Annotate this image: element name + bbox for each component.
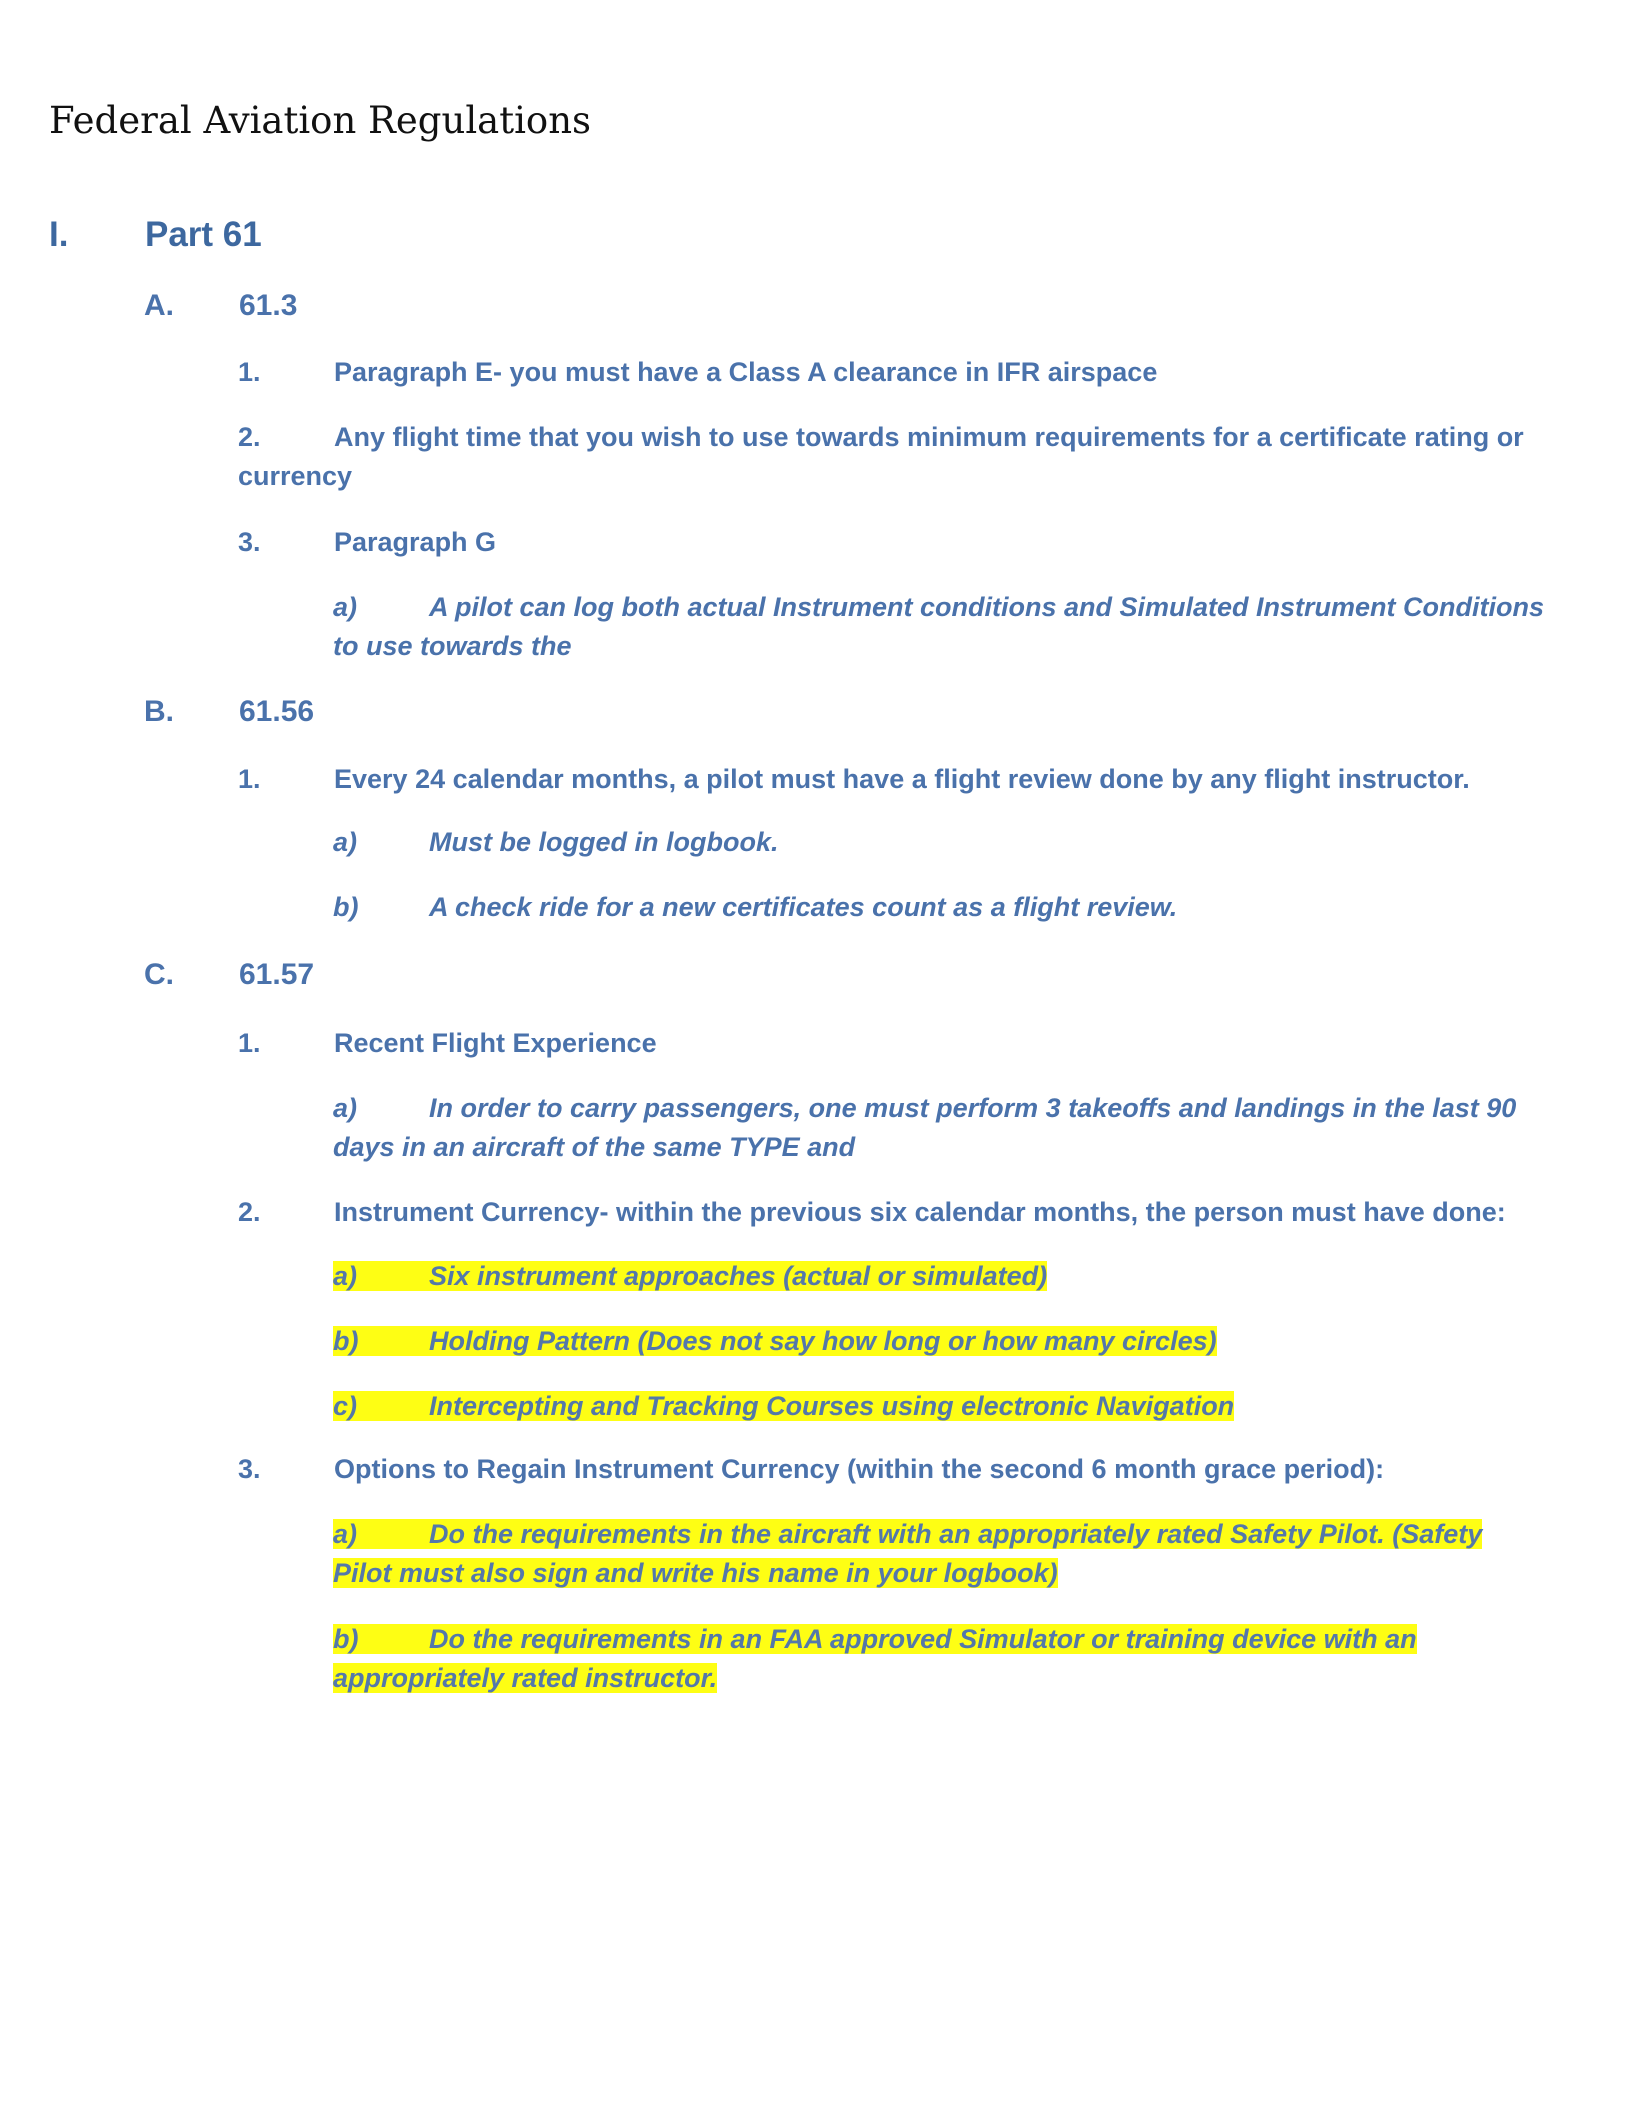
section-heading-61-3 [144, 286, 444, 326]
item-text: Instrument Currency- within the previous six calendar months, the person must have done: [334, 1197, 1506, 1227]
highlighted-sub-item [333, 1257, 1047, 1296]
section-label: 61.3 [239, 289, 298, 322]
list-item [238, 418, 1524, 496]
part-label: Part 61 [145, 215, 262, 254]
sub-item [333, 1089, 1516, 1167]
sub-item-marker: a) [333, 827, 358, 857]
item-text: Every 24 calendar months, a pilot must have a flight review done by any flight instructor. [334, 764, 1470, 794]
sub-item [333, 588, 1544, 666]
sub-item [333, 888, 1177, 927]
document-title: Federal Aviation Regulations [49, 99, 592, 142]
sub-item-text: In order to carry passengers, one must perform 3 takeoffs and landings in the last 90 [429, 1093, 1517, 1123]
sub-item-marker: a) [333, 1261, 358, 1291]
item-marker: 2. [238, 1197, 261, 1227]
list-item [238, 1024, 657, 1063]
section-heading-61-56 [144, 692, 444, 732]
part-heading [49, 212, 349, 258]
sub-item-text: Intercepting and Tracking Courses using electronic Navigation [429, 1391, 1235, 1421]
sub-item-text: Holding Pattern (Does not say how long or how many circles) [429, 1326, 1217, 1356]
sub-item-marker: b) [333, 892, 359, 922]
item-text: Any flight time that you wish to use towards minimum requirements for a certificate rating or [334, 422, 1524, 452]
item-marker: 1. [238, 1028, 261, 1058]
highlighted-sub-item [333, 1387, 1234, 1426]
list-item [238, 760, 1470, 799]
item-marker: 1. [238, 764, 261, 794]
sub-item-text-continued: to use towards the [333, 631, 572, 661]
sub-item-text: Must be logged in logbook. [429, 827, 779, 857]
item-marker: 2. [238, 422, 261, 452]
highlighted-sub-item [333, 1620, 1417, 1698]
part-marker: I. [49, 215, 69, 254]
sub-item-text: Do the requirements in an FAA approved Simulator or training device with an [429, 1624, 1417, 1654]
item-text-continued: currency [238, 461, 353, 491]
list-item [238, 1193, 1506, 1232]
item-text: Paragraph E- you must have a Class A clearance in IFR airspace [334, 357, 1158, 387]
sub-item-text-continued: days in an aircraft of the same TYPE and [333, 1132, 856, 1162]
sub-item-marker: a) [333, 1093, 358, 1123]
list-item [238, 1450, 1384, 1489]
sub-item [333, 823, 778, 862]
section-marker: A. [144, 289, 174, 322]
section-marker: C. [144, 958, 174, 991]
list-item [238, 523, 496, 562]
section-heading-61-57 [144, 955, 444, 995]
highlighted-sub-item [333, 1515, 1482, 1593]
item-text: Recent Flight Experience [334, 1028, 657, 1058]
sub-item-text: Do the requirements in the aircraft with an appropriately rated Safety Pilot. (Safety [429, 1519, 1483, 1549]
item-marker: 1. [238, 357, 261, 387]
sub-item-text: Six instrument approaches (actual or simulated) [429, 1261, 1048, 1291]
section-label: 61.57 [239, 958, 315, 991]
sub-item-text: A check ride for a new certificates count as a flight review. [429, 892, 1178, 922]
sub-item-marker: b) [333, 1624, 359, 1654]
section-marker: B. [144, 695, 174, 728]
sub-item-marker: a) [333, 1519, 358, 1549]
sub-item-text-continued: appropriately rated instructor. [333, 1663, 718, 1693]
sub-item-marker: a) [333, 592, 358, 622]
highlighted-sub-item [333, 1322, 1217, 1361]
item-marker: 3. [238, 527, 261, 557]
sub-item-text: A pilot can log both actual Instrument conditions and Simulated Instrument Conditions [429, 592, 1545, 622]
list-item [238, 353, 1157, 392]
sub-item-marker: b) [333, 1326, 359, 1356]
section-label: 61.56 [239, 695, 315, 728]
item-text: Options to Regain Instrument Currency (within the second 6 month grace period): [334, 1454, 1385, 1484]
sub-item-marker: c) [333, 1391, 358, 1421]
item-text: Paragraph G [334, 527, 497, 557]
item-marker: 3. [238, 1454, 261, 1484]
sub-item-text-continued: Pilot must also sign and write his name in your logbook) [333, 1558, 1058, 1588]
